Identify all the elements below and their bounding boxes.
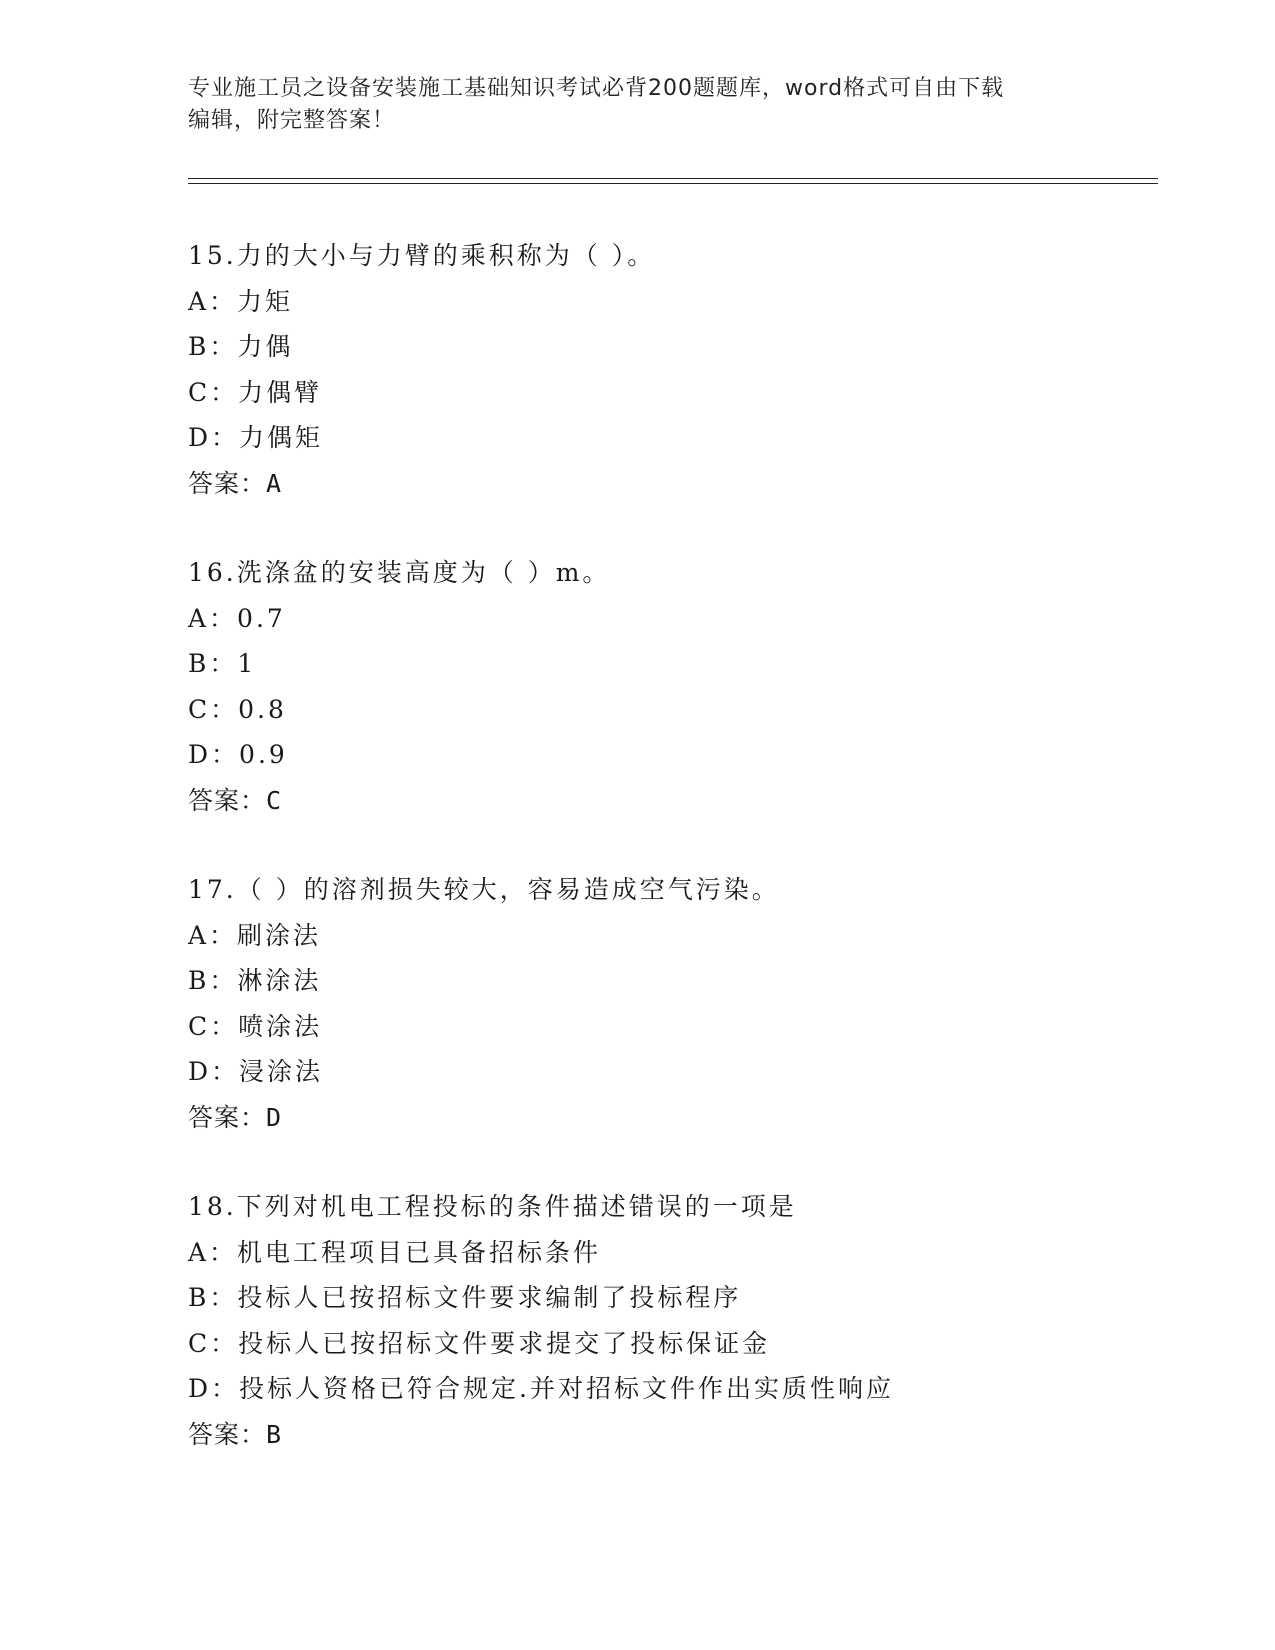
question-16 bbox=[188, 550, 1168, 823]
question-list bbox=[188, 233, 1168, 1501]
document-header bbox=[188, 73, 1068, 137]
question-stem: 15.力的大小与力臂的乘积称为（ ）。 bbox=[188, 241, 656, 270]
header-divider-top bbox=[188, 178, 1158, 179]
header-divider-bottom bbox=[188, 183, 1158, 184]
option-a: A：力矩 bbox=[188, 286, 294, 316]
question-17 bbox=[188, 867, 1168, 1140]
option-c: C：投标人已按招标文件要求提交了投标保证金 bbox=[188, 1328, 771, 1358]
option-a: A：刷涂法 bbox=[188, 920, 322, 950]
header-title-line-1: 专业施工员之设备安装施工基础知识考试必背200题题库，word格式可自由下载 bbox=[188, 76, 1005, 101]
question-18 bbox=[188, 1184, 1168, 1457]
option-d: D：力偶矩 bbox=[188, 423, 324, 452]
option-b: B：力偶 bbox=[188, 332, 294, 361]
header-title-line-2: 编辑，附完整答案！ bbox=[188, 108, 396, 133]
option-d: D：0.9 bbox=[188, 740, 288, 769]
option-a: A：0.7 bbox=[188, 603, 286, 633]
option-c: C：0.8 bbox=[188, 694, 287, 724]
option-d: D：浸涂法 bbox=[188, 1057, 324, 1086]
answer-line: 答案：D bbox=[188, 1102, 283, 1132]
answer-line: 答案：B bbox=[188, 1419, 283, 1449]
option-b: B：1 bbox=[188, 649, 257, 678]
question-stem: 17.（ ）的溶剂损失较大，容易造成空气污染。 bbox=[188, 875, 780, 904]
question-stem: 16.洗涤盆的安装高度为（ ）m。 bbox=[188, 558, 611, 587]
option-b: B：淋涂法 bbox=[188, 966, 322, 995]
answer-line: 答案：C bbox=[188, 785, 283, 815]
question-stem: 18.下列对机电工程投标的条件描述错误的一项是 bbox=[188, 1192, 797, 1221]
question-15 bbox=[188, 233, 1168, 506]
option-c: C：喷涂法 bbox=[188, 1011, 323, 1041]
option-a: A：机电工程项目已具备招标条件 bbox=[188, 1237, 602, 1267]
option-c: C：力偶臂 bbox=[188, 377, 323, 407]
option-b: B：投标人已按招标文件要求编制了投标程序 bbox=[188, 1283, 742, 1312]
option-d: D：投标人资格已符合规定.并对招标文件作出实质性响应 bbox=[188, 1374, 894, 1403]
answer-line: 答案：A bbox=[188, 468, 283, 498]
